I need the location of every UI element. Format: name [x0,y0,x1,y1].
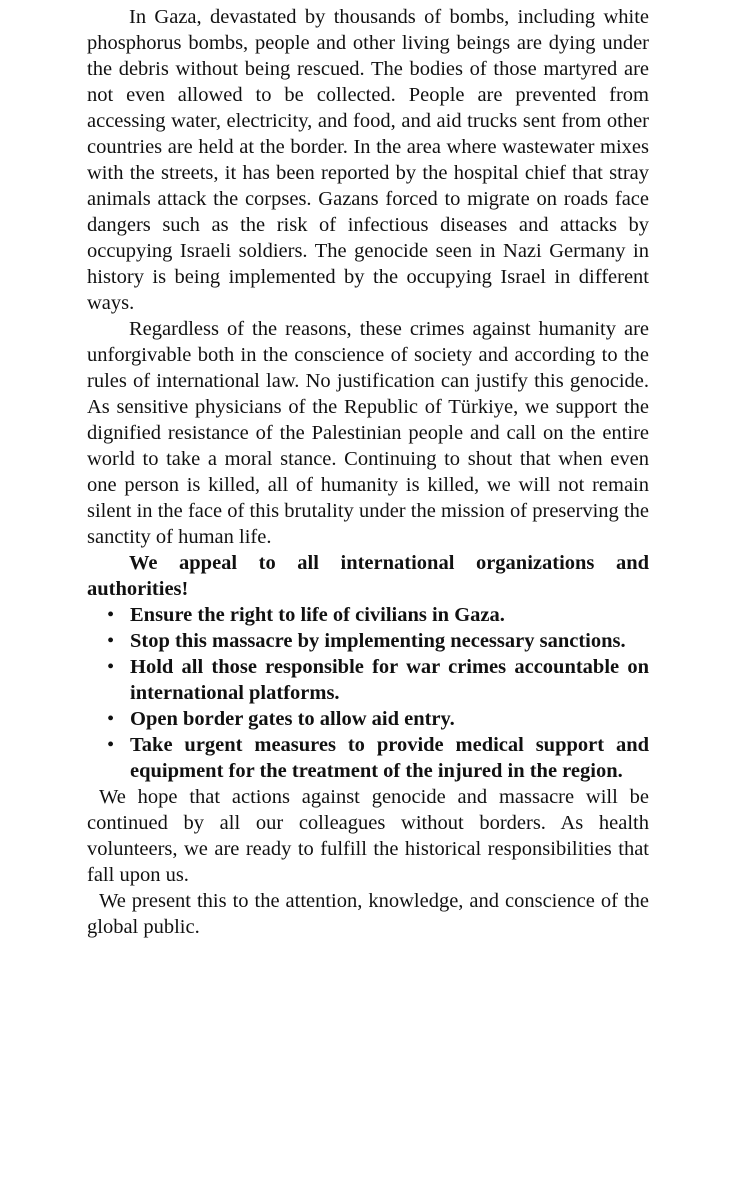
demand-text: Open border gates to allow aid entry. [130,708,455,730]
paragraph-crimes-against-humanity: Regardless of the reasons, these crimes against humanity are unforgivable both in the conscience of society and according to the rules of international law. No justification can justify this genocide. As sensitive physicians of the Republic of Türkiye, we support the dignified resistance of the Palestinian people and call on the entire world to take a moral stance. Continuing to shout that when even one person is killed, all of humanity is killed, we will not remain silent in the face of this brutality under the mission of preserving the sanctity of human life. [87,318,649,548]
demand-item [87,628,649,654]
demand-item [87,706,649,732]
demand-item [87,654,649,706]
paragraph-hope-colleagues: We hope that actions against genocide and massacre will be continued by all our colleagues without borders. As health volunteers, we are ready to fulfill the historical responsibilities that fall upon us. [87,786,649,886]
bullet-icon: • [107,604,115,626]
document-body [87,4,649,940]
bullet-icon: • [107,734,115,756]
demand-text: Ensure the right to life of civilians in Gaza. [130,604,505,626]
paragraph-gaza-situation: In Gaza, devastated by thousands of bombs, including white phosphorus bombs, people and other living beings are dying under the debris without being rescued. The bodies of those martyred are not even allowed to be collected. People are prevented from accessing water, electricity, and food, and aid trucks sent from other countries are held at the border. In the area where wastewater mixes with the streets, it has been reported by the hospital chief that stray animals attack the corpses. Gazans forced to migrate on roads face dangers such as the risk of infectious diseases and attacks by occupying Israeli soldiers. The genocide seen in Nazi Germany in history is being implemented by the occupying Israel in different ways. [87,6,649,314]
demand-text: Take urgent measures to provide medical support and equipment for the treatment of the injured in the region. [130,734,649,782]
demand-item [87,602,649,628]
bullet-icon: • [107,708,115,730]
demand-text: Stop this massacre by implementing necessary sanctions. [130,630,626,652]
demand-text: Hold all those responsible for war crimes accountable on international platforms. [130,656,649,704]
bullet-icon: • [107,656,115,678]
demands-list [87,602,649,784]
appeal-heading: We appeal to all international organizations and authorities! [87,552,649,600]
bullet-icon: • [107,630,115,652]
paragraph-closing: We present this to the attention, knowledge, and conscience of the global public. [87,890,649,938]
demand-item [87,732,649,784]
